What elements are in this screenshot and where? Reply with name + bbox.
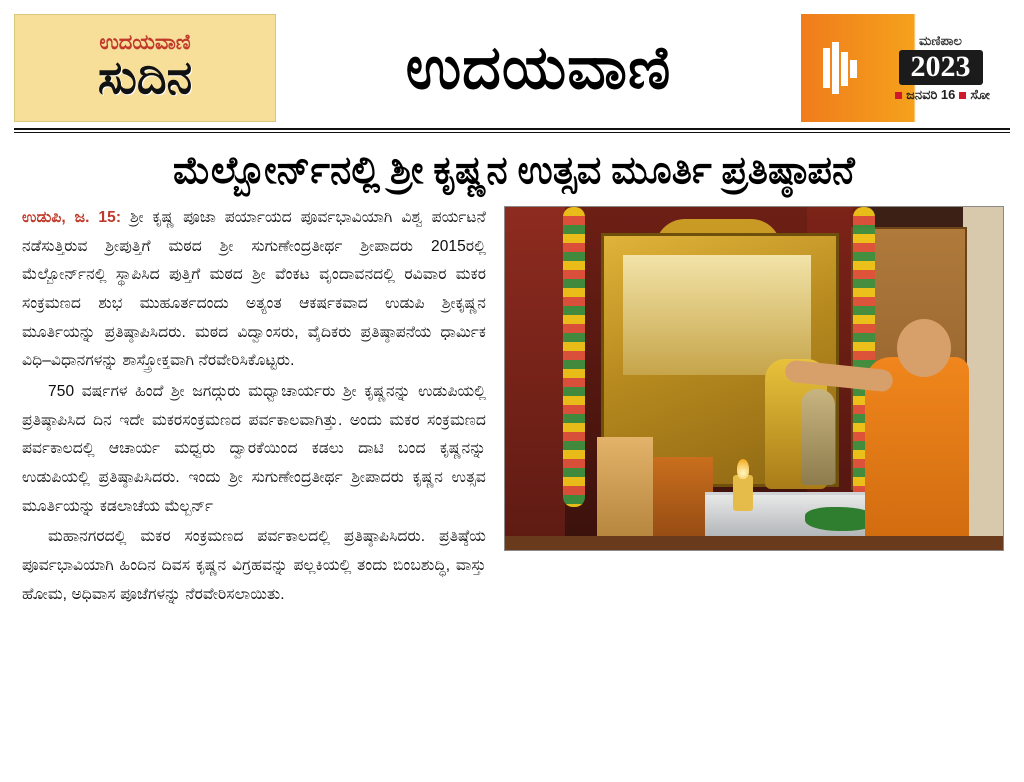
photo-oil-lamp bbox=[733, 475, 753, 511]
edition-date-text: ಜನವರಿ 16 bbox=[906, 86, 956, 102]
masthead-edition-block bbox=[801, 14, 1006, 122]
article-paragraph-3: ಮಹಾನಗರದಲ್ಲಿ ಮಕರ ಸಂಕ್ರಮಣದ ಪರ್ವಕಾಲದಲ್ಲಿ ಪ್ರತಿಷ್ಠಾಪಿಸಿದರು. ಪ್ರತಿಷ್ಠೆಯ ಪೂರ್ವಭಾವಿಯಾಗಿ ಹಿಂದಿನ ದಿವಸ ಕೃಷ್ಣನ ವಿಗ್ರಹವನ್ನು ಪಲ್ಲಕಿಯಲ್ಲಿ ತಂದು ಬಿಂಬಶುದ್ಧಿ, ವಾಸ್ತು ಹೋಮ, ಅಧಿವಾಸ ಪೂಜೆಗಳನ್ನು ನೆರವೇರಿಸಲಾಯಿತು. bbox=[22, 528, 486, 603]
photo-garland-left bbox=[563, 207, 585, 507]
photo-curtain-left bbox=[505, 207, 565, 550]
article-body bbox=[22, 204, 1004, 609]
article-paragraph-2: 750 ವರ್ಷಗಳ ಹಿಂದೆ ಶ್ರೀ ಜಗದ್ಗುರು ಮಧ್ವಾಚಾರ್ಯರು ಶ್ರೀ ಕೃಷ್ಣನನ್ನು ಉಡುಪಿಯಲ್ಲಿ ಪ್ರತಿಷ್ಠಾಪಿಸಿದ ದಿನ ಇದೇ ಮಕರಸಂಕ್ರಮಣದ ಪರ್ವಕಾಲವಾಗಿತ್ತು. ಅಂದು ಮಕರ ಸಂಕ್ರಮಣದ ಪರ್ವಕಾಲದಲ್ಲಿ ಆಚಾರ್ಯ ಮಧ್ವರು ದ್ವಾರಕೆಯಿಂದ ಕಡಲು ದಾಟಿ ಬಂದ ಕೃಷ್ಣನನ್ನು ಉಡುಪಿಯಲ್ಲಿ ಪ್ರತಿಷ್ಠಾಪಿಸಿದರು. ಇಂದು ಶ್ರೀ ಸುಗುಣೇಂದ್ರತೀರ್ಥ ಶ್ರೀಪಾದರು ಕೃಷ್ಣನ ಉತ್ಸವ ಮೂರ್ತಿಯನ್ನು ಕಡಲಾಚೆಯ ಮೆಲ್ಬರ್ನ್ bbox=[22, 382, 486, 515]
photo-shrine-inner bbox=[623, 255, 811, 375]
photo-swamiji-head bbox=[897, 319, 951, 377]
logo-block bbox=[801, 14, 879, 122]
photo-wall bbox=[963, 207, 1003, 550]
masthead-title-area bbox=[276, 14, 801, 122]
newspaper-page bbox=[0, 14, 1024, 782]
edition-year: 2023 bbox=[899, 50, 983, 85]
edition-date-block bbox=[879, 34, 1006, 102]
temple-consecration-photo bbox=[504, 206, 1004, 551]
edition-place: ಮಣಿಪಾಲ bbox=[919, 32, 962, 48]
date-square-left-icon bbox=[895, 92, 902, 99]
article-dateline: ಉಡುಪಿ, ಜ. 15: bbox=[22, 208, 122, 226]
photo-idol bbox=[801, 389, 835, 485]
date-square-right-icon bbox=[959, 92, 966, 99]
page-title: ಉದಯವಾಣಿ bbox=[405, 35, 672, 101]
masthead-rule-thick bbox=[14, 128, 1010, 130]
photo-pillar bbox=[597, 437, 653, 551]
masthead-supplement-logo bbox=[14, 14, 276, 122]
edition-date bbox=[891, 88, 990, 102]
edition-day-text: ಸೋ bbox=[970, 86, 990, 102]
article-headline: ಮೆಲ್ಬೋರ್ನ್‌ನಲ್ಲಿ ಶ್ರೀ ಕೃಷ್ಣನ ಉತ್ಸವ ಮೂರ್ತಿ ಪ್ರತಿಷ್ಠಾಪನೆ bbox=[173, 150, 855, 192]
masthead-rule-thin bbox=[14, 132, 1010, 133]
masthead-brand-small: ಉದಯವಾಣಿ bbox=[99, 31, 191, 55]
photo-floor bbox=[505, 536, 1003, 550]
photo-lamp-flame bbox=[737, 459, 749, 479]
udayavani-bars-logo-icon bbox=[823, 42, 857, 94]
masthead-brand-big: ಸುದಿನ bbox=[97, 52, 193, 104]
masthead bbox=[14, 14, 1006, 122]
article-paragraph-1-text: ಶ್ರೀ ಕೃಷ್ಣ ಪೂಜಾ ಪರ್ಯಾಯದ ಪೂರ್ವಭಾವಿಯಾಗಿ ವಿಶ್ವ ಪರ್ಯಟನೆ ನಡೆಸುತ್ತಿರುವ ಶ್ರೀಪುತ್ತಿಗೆ ಮಠದ ಶ್ರೀ ಸುಗುಣೇಂದ್ರತೀರ್ಥ ಶ್ರೀಪಾದರು 2015ರಲ್ಲಿ ಮೆಲ್ಬೋರ್ನ್‌ನಲ್ಲಿ ಸ್ಥಾಪಿಸಿದ ಪುತ್ತಿಗೆ ಮಠದ ಶ್ರೀ ವೆಂಕಟ ವೃಂದಾವನದಲ್ಲಿ ರವಿವಾರ ಮಕರ ಸಂಕ್ರಮಣದ ಶುಭ ಮುಹೂರ್ತದಂದು ಅತ್ಯಂತ ಆಕರ್ಷಕವಾದ ಉಡುಪಿ ಶ್ರೀಕೃಷ್ಣನ ಮೂರ್ತಿಯನ್ನು ಪ್ರತಿಷ್ಠಾಪಿಸಿದರು. ಮಠದ ವಿದ್ವಾಂಸರು, ವೈದಿಕರು ಪ್ರತಿಷ್ಠಾಪನೆಯ ಧಾರ್ಮಿಕ ವಿಧಿ–ವಿಧಾನಗಳನ್ನು ಶಾಸ್ತ್ರೋಕ್ತವಾಗಿ ನೆರವೇರಿಸಿಕೊಟ್ಟರು. bbox=[22, 208, 486, 370]
